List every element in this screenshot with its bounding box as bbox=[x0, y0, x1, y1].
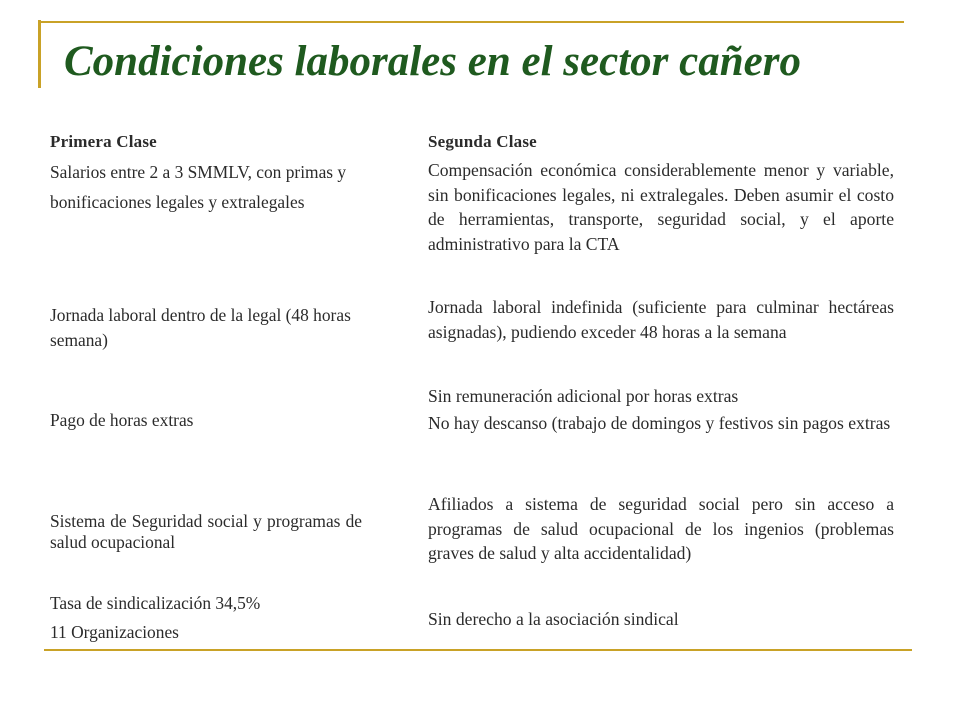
frame-top-line bbox=[38, 21, 904, 23]
segunda-remuneracion-text: Sin remuneración adicional por horas extras bbox=[428, 386, 739, 406]
primera-seguridad-text: Sistema de Seguridad social y programas de salud ocupacional bbox=[50, 511, 362, 552]
segunda-jornada-text: Jornada laboral indefinida (suficiente para culminar hectáreas asignadas), pudiendo exceder 48 horas a la semana bbox=[428, 297, 894, 342]
segunda-afiliados-text: Afiliados a sistema de seguridad social pero sin acceso a programas de salud ocupacional de los ingenios (problemas graves de salud y alta accidentalidad) bbox=[428, 494, 894, 563]
primera-salarios-text: Salarios entre 2 a 3 SMMLV, con primas y bonificaciones legales y extralegales bbox=[50, 162, 347, 212]
frame-vertical-line bbox=[38, 20, 41, 88]
segunda-compensacion-text: Compensación económica considerablemente menor y variable, sin bonificaciones legales, ni extralegales. Deben asumir el costo de herramientas, transporte, seguridad social, y el aporte administrativo para la CTA bbox=[428, 160, 894, 254]
primera-horas-extras-text: Pago de horas extras bbox=[50, 410, 194, 430]
bottom-rule bbox=[44, 649, 912, 651]
primera-clase-heading: Primera Clase bbox=[50, 132, 157, 151]
slide-title: Condiciones laborales en el sector cañero bbox=[64, 38, 801, 85]
segunda-sindical-text: Sin derecho a la asociación sindical bbox=[428, 609, 679, 629]
primera-organizaciones-text: 11 Organizaciones bbox=[50, 622, 179, 642]
primera-jornada-text: Jornada laboral dentro de la legal (48 horas semana) bbox=[50, 305, 351, 350]
segunda-descanso-text: No hay descanso (trabajo de domingos y festivos sin pagos extras bbox=[428, 413, 891, 433]
primera-tasa-text: Tasa de sindicalización 34,5% bbox=[50, 593, 261, 613]
segunda-clase-heading: Segunda Clase bbox=[428, 132, 537, 151]
